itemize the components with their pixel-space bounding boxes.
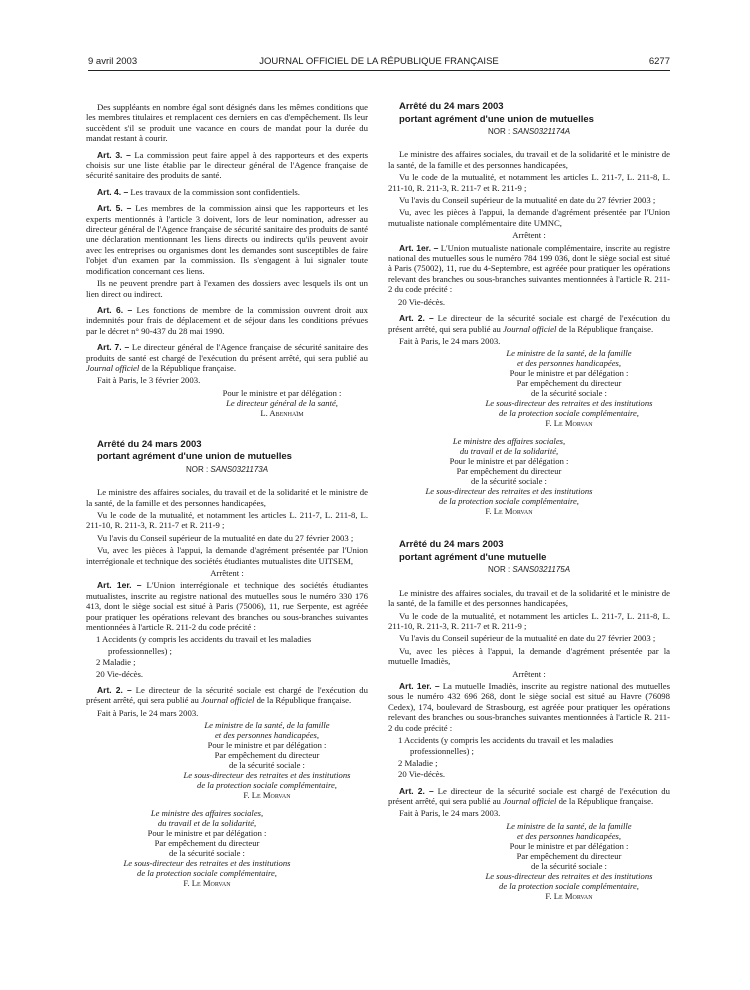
list-item: 1 Accidents (y compris les accidents du travail et les maladies bbox=[398, 735, 614, 745]
paragraph: Vu, avec les pièces à l'appui, la demande d'agrément présentée par l'Union mutualiste nationale complémentaire dite UMNC, bbox=[388, 207, 670, 228]
article-1: Art. 1er. – L'Union mutualiste nationale complémentaire, inscrite au registre national des mutuelles sous le numéro 784 199 036, dont le siège social est situé à Paris (75002), 11, rue du 4-Septembre, est agréée pour pratiquer les opérations relevant des branches ou sous-branches suivantes mentionnées à l'article R. 211-2 du code précité : bbox=[388, 242, 670, 295]
list-item: professionnelles) ; bbox=[108, 645, 172, 656]
article-6: Art. 6. – Les fonctions de membre de la commission ouvrent droit aux indemnités pour frais de déplacement et de séjour dans les conditions prévues par le décret n° 90-437 du 28 mai 1990. bbox=[86, 304, 368, 336]
signature-block: Le ministre des affaires sociales, du travail et de la solidarité, Pour le ministre et par délégation : Par empêchement du directeur de la sécurité sociale : Le sous-directeur des retraites et des institutions de la protection sociale complémentaire, F. Le Morvan bbox=[425, 436, 593, 517]
paragraph: Vu l'avis du Conseil supérieur de la mutualité en date du 27 février 2003 ; bbox=[97, 532, 354, 543]
paragraph: Vu l'avis du Conseil supérieur de la mutualité en date du 27 février 2003 ; bbox=[399, 633, 656, 644]
branch-list bbox=[86, 634, 368, 679]
decree-title: Arrêté du 24 mars 2003 bbox=[399, 101, 504, 112]
decree-title: Arrêté du 24 mars 2003 bbox=[399, 539, 504, 551]
signature-block: Pour le ministre et par délégation : Le directeur général de la santé, L. Abenhaïm bbox=[222, 387, 342, 418]
list-item: 1 Accidents (y compris les accidents du travail et les maladies bbox=[96, 634, 312, 645]
signature-block: Le ministre de la santé, de la famille et des personnes handicapées, Pour le ministre et par délégation : Par empêchement du directeur de la sécurité sociale : Le sous-directeur des retraites et des institutions de la protection sociale complémentaire, F. Le Morvan bbox=[485, 820, 653, 901]
signature-block: Le ministre des affaires sociales, du travail et de la solidarité, Pour le ministre et par délégation : Par empêchement du directeur de la sécurité sociale : Le sous-directeur des retraites et des institutions de la protection sociale complémentaire, F. Le Morvan bbox=[123, 808, 291, 889]
nor-reference: NOR : SANS0321173A bbox=[185, 464, 269, 474]
list-item: 2 Maladie ; bbox=[96, 657, 136, 668]
article-2: Art. 2. – Le directeur de la sécurité sociale est chargé de l'exécution du présent arrêté, qui sera publié au Journal officiel de la République française. bbox=[86, 685, 368, 706]
article-2: Art. 2. – Le directeur de la sécurité sociale est chargé de l'exécution du présent arrêté, qui sera publié au Journal officiel de la République française. bbox=[388, 313, 670, 334]
date-line: Fait à Paris, le 24 mars 2003. bbox=[97, 707, 199, 718]
paragraph: Le ministre des affaires sociales, du travail et de la solidarité et le ministre de la santé, de la famille et des personnes handicapées, bbox=[86, 487, 368, 508]
page-header bbox=[88, 56, 670, 70]
article-3: Art. 3. – La commission peut faire appel à des rapporteurs et des experts choisis sur une liste établie par le directeur général de l'Agence française de sécurité sanitaire des produits de santé. bbox=[86, 149, 368, 181]
article-5: Art. 5. – Les membres de la commission ainsi que les rapporteurs et les experts mentionnés à l'article 3 doivent, lors de leur nomination, adresser au directeur général de l'Agence française de sécurité sanitaire des produits de santé une déclaration mentionnant les liens directs ou indirects qu'ils peuvent avoir avec les entreprises ou organismes dont les demandes sont susceptibles de faire l'objet d'un examen par la commission. Ils s'engagent à lui signaler toute modification concernant ces liens. bbox=[86, 203, 368, 276]
paragraph: Vu l'avis du Conseil supérieur de la mutualité en date du 27 février 2003 ; bbox=[399, 195, 656, 206]
article-2: Art. 2. – Le directeur de la sécurité sociale est chargé de l'exécution du présent arrêté, qui sera publié au Journal officiel de la République française. bbox=[388, 785, 670, 807]
decree-title: Arrêté du 24 mars 2003 bbox=[97, 438, 202, 450]
nor-reference: NOR : SANS0321175A bbox=[487, 565, 571, 575]
header-page-number: 6277 bbox=[648, 56, 670, 67]
article-1: Art. 1er. – L'Union interrégionale et technique des sociétés étudiantes mutualistes, inscrite au registre national des mutuelles sous le numéro 330 176 413, dont le siège social est situé à Paris (75006), 11, rue Serpente, est agréée pour pratiquer les opérations relevant des branches ou sous-branches suivantes mentionnées à l'article R. 211-2 du code précité : bbox=[86, 580, 368, 633]
date-line: Fait à Paris, le 24 mars 2003. bbox=[399, 808, 501, 819]
list-item: 2 Maladie ; bbox=[398, 757, 438, 768]
list-item: 20 Vie-décès. bbox=[398, 296, 446, 307]
list-item: 20 Vie-décès. bbox=[398, 769, 446, 780]
decree-subtitle: portant agrément d'une union de mutuelles bbox=[97, 451, 292, 463]
paragraph: Le ministre des affaires sociales, du travail et de la solidarité et le ministre de la santé, de la famille et des personnes handicapées, bbox=[388, 587, 670, 609]
date-line: Fait à Paris, le 24 mars 2003. bbox=[399, 335, 501, 346]
arretent-label: Arrêtent : bbox=[512, 668, 546, 679]
paragraph: Des suppléants en nombre égal sont désignés dans les mêmes conditions que les membres titulaires et remplacent ces derniers en cas d'empêchement. Ils leur succèdent s'il se produit une vacance en cours de mandat pour la durée du mandat restant à courir. bbox=[86, 102, 368, 144]
signature-block: Le ministre de la santé, de la famille et des personnes handicapées, Pour le ministre et par délégation : Par empêchement du directeur de la sécurité sociale : Le sous-directeur des retraites et des institutions de la protection sociale complémentaire, F. Le Morvan bbox=[485, 348, 653, 429]
left-column bbox=[86, 102, 368, 888]
branch-list bbox=[388, 735, 670, 780]
arretent-label: Arrêtent : bbox=[210, 568, 244, 578]
branch-list bbox=[388, 297, 670, 307]
signature-block: Le ministre de la santé, de la famille et des personnes handicapées, Pour le ministre et par délégation : Par empêchement du directeur de la sécurité sociale : Le sous-directeur des retraites et des institutions de la protection sociale complémentaire, F. Le Morvan bbox=[183, 720, 351, 801]
paragraph: Vu le code de la mutualité, et notamment les articles L. 211-7, L. 211-8, L. 211-10, R. 211-3, R. 211-7 et R. 211-9 ; bbox=[388, 172, 670, 193]
right-column bbox=[388, 102, 670, 901]
paragraph: Vu le code de la mutualité, et notamment les articles L. 211-7, L. 211-8, L. 211-10, R. 211-3, R. 211-7 et R. 211-9 ; bbox=[388, 610, 670, 631]
paragraph: Le ministre des affaires sociales, du travail et de la solidarité et le ministre de la santé, de la famille et des personnes handicapées, bbox=[388, 149, 670, 170]
article-4: Art. 4. – Les travaux de la commission sont confidentiels. bbox=[97, 186, 300, 197]
arretent-label: Arrêtent : bbox=[512, 230, 546, 241]
header-journal-title: JOURNAL OFFICIEL DE LA RÉPUBLIQUE FRANÇAISE bbox=[259, 56, 499, 67]
header-rule bbox=[88, 70, 670, 71]
paragraph: Vu, avec les pièces à l'appui, la demande d'agrément présentée par l'Union interrégionale et technique des sociétés étudiantes mutualistes dite UITSEM, bbox=[86, 545, 368, 566]
paragraph: Vu le code de la mutualité, et notamment les articles L. 211-7, L. 211-8, L. 211-10, R. 211-3, R. 211-7 et R. 211-9 ; bbox=[86, 509, 368, 531]
list-item: 20 Vie-décès. bbox=[96, 668, 144, 679]
list-item: professionnelles) ; bbox=[410, 746, 474, 757]
paragraph: Ils ne peuvent prendre part à l'examen des dossiers avec lesquels ils ont un lien direct ou indirect. bbox=[86, 278, 368, 299]
date-line: Fait à Paris, le 3 février 2003. bbox=[97, 375, 201, 386]
decree-subtitle: portant agrément d'une union de mutuelles bbox=[399, 113, 594, 125]
nor-reference: NOR : SANS0321174A bbox=[487, 127, 571, 136]
decree-subtitle: portant agrément d'une mutuelle bbox=[399, 551, 547, 563]
paragraph: Vu, avec les pièces à l'appui, la demande d'agrément présentée par la mutuelle Imadiès, bbox=[388, 645, 670, 667]
article-1: Art. 1er. – La mutuelle Imadiès, inscrite au registre national des mutuelles sous le numéro 432 696 268, dont le siège social est situé au Havre (76098 Cedex), 174, boulevard de Strasbourg, est agréée pour pratiquer les opérations relevant des branches ou sous-branches suivantes mentionnées à l'article R. 211-2 du code précité : bbox=[388, 680, 670, 733]
header-date: 9 avril 2003 bbox=[88, 56, 138, 67]
article-7: Art. 7. – Le directeur général de l'Agence française de sécurité sanitaire des produits de santé est chargé de l'exécution du présent arrêté, qui sera publié au Journal officiel de la République française. bbox=[86, 342, 368, 373]
